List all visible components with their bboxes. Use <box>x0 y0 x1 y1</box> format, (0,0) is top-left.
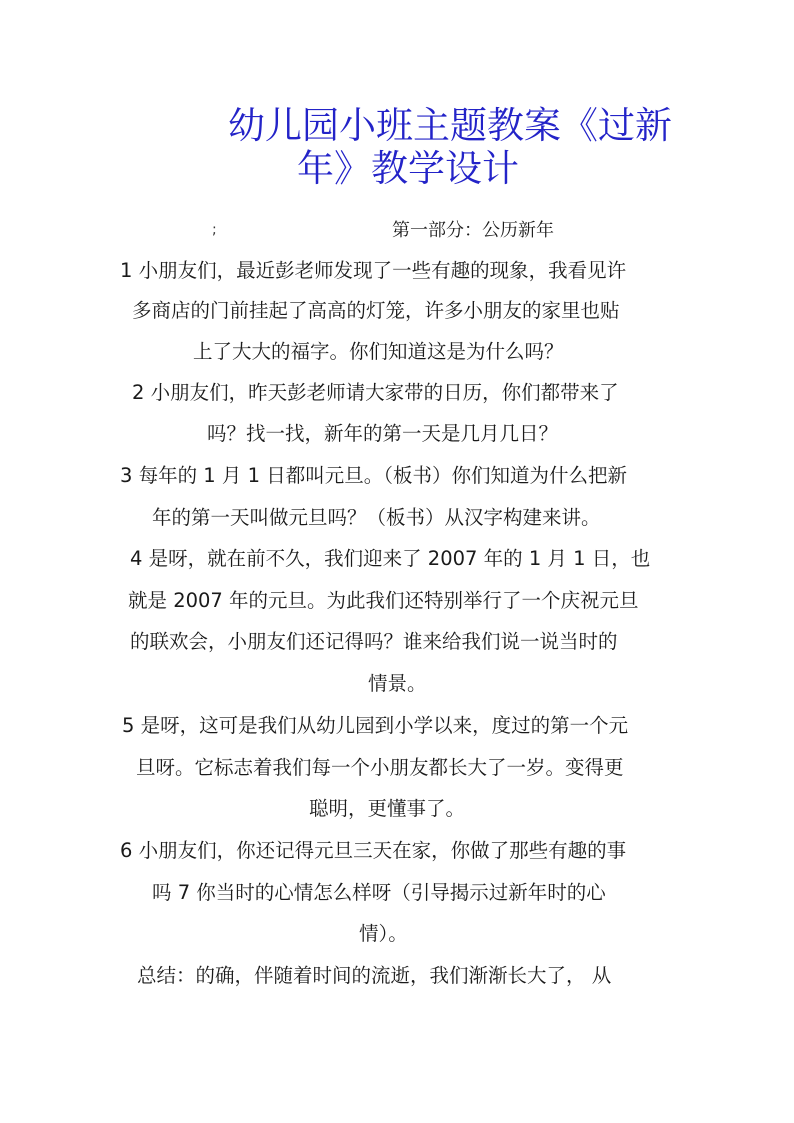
title-line-1: 幼儿园小班主题教案《过新 <box>228 104 672 147</box>
paragraph-5-line-3: 聪明，更懂事了。 <box>309 797 466 820</box>
paragraph-4-line-2: 就是 2007 年的元旦。为此我们还特别举行了一个庆祝元旦 <box>128 589 639 612</box>
paragraph-1-line-2: 多商店的门前挂起了高高的灯笼，许多小朋友的家里也贴 <box>132 299 620 322</box>
paragraph-5-line-1: 5 是呀，这可是我们从幼儿园到小学以来，度过的第一个元 <box>122 714 629 737</box>
paragraph-2-line-2: 吗？找一找，新年的第一天是几月几日？ <box>207 422 559 445</box>
paragraph-6-line-2: 吗 7 你当时的心情怎么样呀（引导揭示过新年时的心 <box>152 881 606 904</box>
paragraph-5-line-2: 旦呀。它标志着我们每一个小朋友都长大了一岁。变得更 <box>136 756 624 779</box>
paragraph-4-line-4: 情景。 <box>368 672 427 695</box>
paragraph-4-line-1: 4 是呀，就在前不久，我们迎来了 2007 年的 1 月 1 日，也 <box>130 547 651 570</box>
title-line-2: 年》教学设计 <box>297 147 519 190</box>
paragraph-6-line-1: 6 小朋友们，你还记得元旦三天在家，你做了那些有趣的事 <box>120 839 627 862</box>
paragraph-2-line-1: 2 小朋友们，昨天彭老师请大家带的日历，你们都带来了 <box>132 381 619 404</box>
paragraph-4-line-3: 的联欢会，小朋友们还记得吗？谁来给我们说一说当时的 <box>130 630 618 653</box>
stray-semicolon: ; <box>212 222 217 238</box>
paragraph-3-line-2: 年的第一天叫做元旦吗？（板书）从汉字构建来讲。 <box>152 506 601 529</box>
paragraph-3-line-1: 3 每年的 1 月 1 日都叫元旦。（板书）你们知道为什么把新 <box>120 464 627 487</box>
summary-line-1: 总结：的确，伴随着时间的流逝，我们渐渐长大了， 从 <box>137 964 612 987</box>
paragraph-6-line-3: 情）。 <box>359 922 408 945</box>
section-heading: 第一部分：公历新年 <box>392 220 554 241</box>
paragraph-1-line-1: 1 小朋友们，最近彭老师发现了一些有趣的现象，我看见许 <box>120 259 627 282</box>
paragraph-1-line-3: 上了大大的福字。你们知道这是为什么吗？ <box>193 340 564 363</box>
